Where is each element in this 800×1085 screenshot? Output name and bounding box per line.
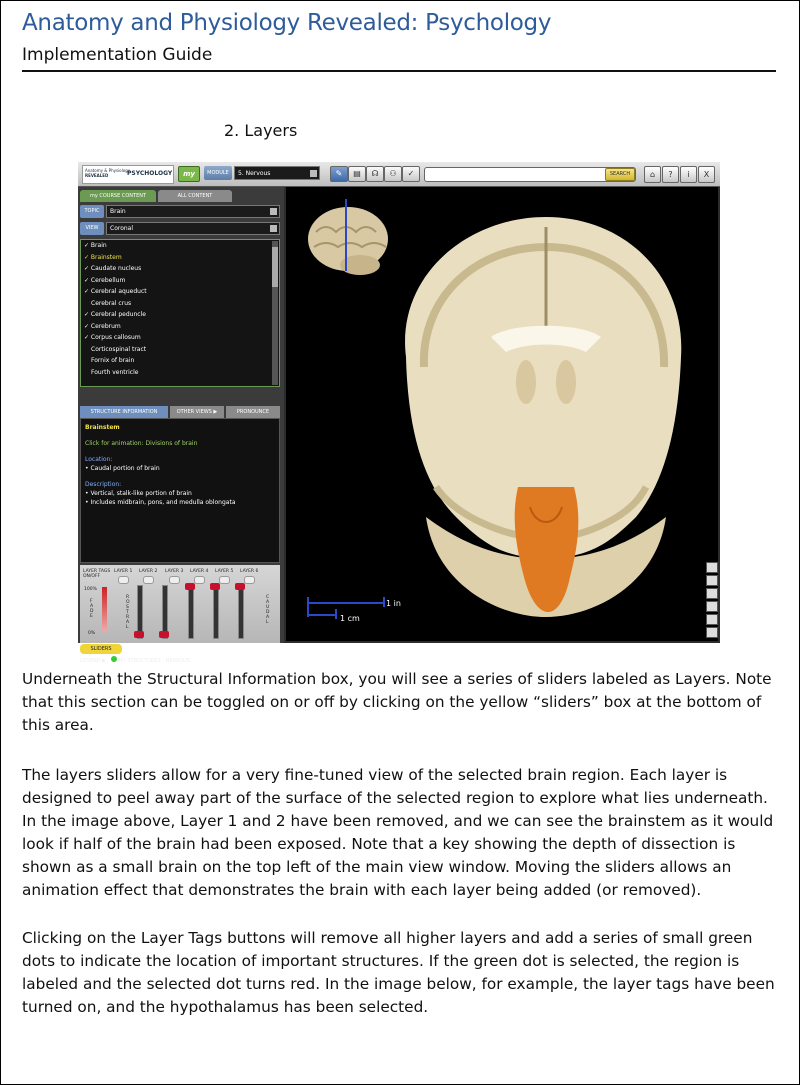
help-icon[interactable]: ? bbox=[662, 166, 679, 183]
my-button[interactable]: my bbox=[178, 166, 200, 182]
list-tool-button[interactable]: ▤ bbox=[348, 166, 366, 182]
topic-select[interactable] bbox=[106, 205, 280, 218]
section-heading: 2. Layers bbox=[224, 121, 298, 140]
view-value: Coronal bbox=[110, 225, 134, 232]
list-item[interactable]: Fornix of brain bbox=[91, 357, 135, 364]
info-structure-name: Brainstem bbox=[85, 424, 120, 431]
layer-6-label: LAYER 6 bbox=[240, 569, 259, 574]
close-icon[interactable]: X bbox=[698, 166, 715, 183]
my-structures-label: MY STRUCTURES : NERVOUS bbox=[118, 658, 190, 664]
module-select[interactable] bbox=[234, 166, 320, 180]
module-label: MODULE bbox=[204, 166, 232, 180]
check-tool-button[interactable]: ✓ bbox=[402, 166, 420, 182]
chevron-down-icon bbox=[270, 225, 277, 232]
tab-other-views[interactable]: OTHER VIEWS ▶ bbox=[170, 406, 224, 418]
module-value: 5. Nervous bbox=[238, 170, 271, 177]
view-label: VIEW bbox=[80, 222, 104, 235]
module-selector[interactable] bbox=[204, 166, 322, 180]
hand-icon[interactable] bbox=[706, 588, 718, 599]
topic-row bbox=[80, 205, 280, 218]
structure-info-box bbox=[80, 418, 280, 563]
pronounce-button[interactable]: PRONOUNCE bbox=[226, 406, 280, 418]
info-animation-link[interactable]: Click for animation: Divisions of brain bbox=[85, 440, 198, 447]
paragraph-2: The layers sliders allow for a very fine-tuned view of the selected brain region. Each layer is designed to peel away part of the surface of the selected region to explore what lies underneath. In the image above, Layer 1 and 2 have been removed, and we can see the brainstem as it would look if half of the brain had been exposed. Note that a key showing the depth of dissection is shown as a small brain on the top left of the main view window. Moving the sliders allows an animation effect that demonstrates the brain with each layer being added (or removed). bbox=[22, 766, 774, 899]
list-item[interactable]: Fourth ventricle bbox=[91, 368, 139, 376]
my-structures-icon bbox=[111, 656, 117, 662]
brain-view[interactable] bbox=[286, 187, 718, 641]
paragraph-1: Underneath the Structural Information box, you will see a series of sliders labeled as Layers. Note that this section can be toggled on or off by clicking on the yellow “sliders” box at the bottom of this area. bbox=[22, 670, 772, 734]
pencil-tool-button[interactable]: ✎ bbox=[330, 166, 348, 182]
logo-revealed-text: REVEALED bbox=[85, 173, 109, 178]
layer-4-slider-handle[interactable] bbox=[210, 583, 220, 590]
zoom-icon[interactable] bbox=[706, 614, 718, 625]
list-item[interactable]: ✓ Cerebral aqueduct bbox=[84, 288, 147, 295]
rostral-label: R O S T R A L bbox=[126, 595, 130, 630]
pointer-icon[interactable] bbox=[706, 575, 718, 586]
layer-tag-toggle-3[interactable] bbox=[169, 576, 180, 584]
layer-1-slider-handle[interactable] bbox=[134, 631, 144, 638]
layer-1-label: LAYER 1 bbox=[114, 569, 133, 574]
header-rule bbox=[22, 70, 776, 72]
layer-tag-toggle-6[interactable] bbox=[244, 576, 255, 584]
layer-5-slider[interactable] bbox=[238, 585, 244, 639]
layer-3-slider[interactable] bbox=[188, 585, 194, 639]
layer-tag-toggle-1[interactable] bbox=[118, 576, 129, 584]
logo-psychology-text: PSYCHOLOGY bbox=[127, 170, 173, 177]
caudal-label: C A U D A L bbox=[266, 595, 270, 625]
layer-4-label: LAYER 4 bbox=[190, 569, 209, 574]
info-desc-2: • Includes midbrain, pons, and medulla oblongata bbox=[85, 499, 236, 506]
list-item-selected[interactable]: ✓ Brainstem bbox=[84, 253, 122, 261]
list-item[interactable]: Cerebral crus bbox=[91, 299, 132, 307]
fade-label: F A D E bbox=[90, 599, 94, 619]
list-item[interactable]: ✓ Cerebellum bbox=[84, 276, 126, 284]
scrollbar-thumb[interactable] bbox=[272, 247, 278, 287]
layer-tags-label: LAYER TAGS ON/OFF bbox=[83, 569, 111, 579]
layer-sliders-panel bbox=[80, 565, 280, 643]
topic-value: Brain bbox=[110, 208, 126, 215]
paragraph-3: Clicking on the Layer Tags buttons will remove all higher layers and add a series of small green dots to indicate the location of important structures. If the green dot is selected, the region is labeled and the selected dot turns red. In the image below, for example, the layer tags have been turned on, and the hypothalamus has been selected. bbox=[22, 929, 775, 1016]
person-icon[interactable] bbox=[706, 627, 718, 638]
search-button[interactable]: SEARCH bbox=[605, 168, 635, 181]
document-title: Anatomy and Physiology Revealed: Psychology bbox=[22, 10, 552, 36]
chevron-down-icon bbox=[270, 208, 277, 215]
list-item[interactable]: ✓ Corpus callosum bbox=[84, 334, 141, 341]
fade-slider[interactable] bbox=[102, 587, 107, 631]
tab-my-course-content[interactable]: my COURSE CONTENT bbox=[80, 190, 156, 202]
app-logo bbox=[82, 165, 174, 184]
list-item[interactable]: ✓ Brain bbox=[84, 242, 107, 249]
legend-button[interactable]: LEGEND ▶ bbox=[80, 658, 107, 664]
info-description-label: Description: bbox=[85, 481, 122, 488]
list-item[interactable]: Corticospinal tract bbox=[91, 345, 147, 353]
camera-icon[interactable] bbox=[706, 601, 718, 612]
group-tool-button[interactable]: ⚇ bbox=[384, 166, 402, 182]
layer-5-slider-handle[interactable] bbox=[235, 583, 245, 590]
fade-100-label: 100% bbox=[84, 587, 97, 592]
scale-inch-label: 1 in bbox=[386, 599, 401, 608]
chevron-down-icon bbox=[310, 170, 317, 177]
list-item[interactable]: ✓ Cerebrum bbox=[84, 322, 121, 330]
info-header bbox=[80, 406, 280, 418]
app-screenshot bbox=[78, 162, 720, 664]
layer-3-label: LAYER 3 bbox=[165, 569, 184, 574]
document-subtitle: Implementation Guide bbox=[22, 45, 213, 65]
logo-small-text: Anatomy & Physiology bbox=[85, 168, 131, 173]
left-panel bbox=[78, 187, 284, 664]
body-tool-button[interactable]: ☊ bbox=[366, 166, 384, 182]
info-location-label: Location: bbox=[85, 456, 113, 463]
pencil-icon[interactable] bbox=[706, 562, 718, 573]
info-location: • Caudal portion of brain bbox=[85, 465, 160, 472]
layer-tag-toggle-4[interactable] bbox=[194, 576, 205, 584]
depth-key-brain bbox=[308, 199, 388, 275]
home-icon[interactable]: ⌂ bbox=[644, 166, 661, 183]
info-desc-1: • Vertical, stalk-like portion of brain bbox=[85, 490, 192, 497]
view-tools bbox=[706, 562, 718, 634]
layer-5-label: LAYER 5 bbox=[215, 569, 234, 574]
structure-list bbox=[80, 239, 280, 387]
topic-label: TOPIC bbox=[80, 205, 104, 218]
layer-2-slider-handle[interactable] bbox=[159, 631, 169, 638]
scale-cm-label: 1 cm bbox=[340, 614, 360, 623]
list-item[interactable]: ✓ Caudate nucleus bbox=[84, 265, 142, 272]
info-icon[interactable]: i bbox=[680, 166, 697, 183]
layer-3-slider-handle[interactable] bbox=[185, 583, 195, 590]
app-toolbar bbox=[78, 162, 720, 187]
legend-bar bbox=[80, 656, 282, 666]
layer-tag-toggle-2[interactable] bbox=[143, 576, 154, 584]
sliders-toggle-button[interactable]: SLIDERS bbox=[80, 644, 122, 654]
tab-all-content[interactable]: ALL CONTENT bbox=[158, 190, 232, 202]
view-row bbox=[80, 222, 280, 235]
scale-bar bbox=[308, 597, 401, 623]
coronal-brain-slice bbox=[405, 217, 681, 617]
fade-0-label: 0% bbox=[88, 631, 96, 636]
layer-2-label: LAYER 2 bbox=[139, 569, 158, 574]
tab-structure-information[interactable]: STRUCTURE INFORMATION bbox=[80, 406, 168, 418]
layer-tag-toggle-5[interactable] bbox=[219, 576, 230, 584]
content-tabs bbox=[80, 190, 282, 202]
list-scrollbar[interactable] bbox=[272, 241, 278, 385]
view-select[interactable] bbox=[106, 222, 280, 235]
layer-4-slider[interactable] bbox=[213, 585, 219, 639]
brain-illustration bbox=[286, 187, 718, 641]
list-item[interactable]: ✓ Cerebral peduncle bbox=[84, 311, 146, 318]
